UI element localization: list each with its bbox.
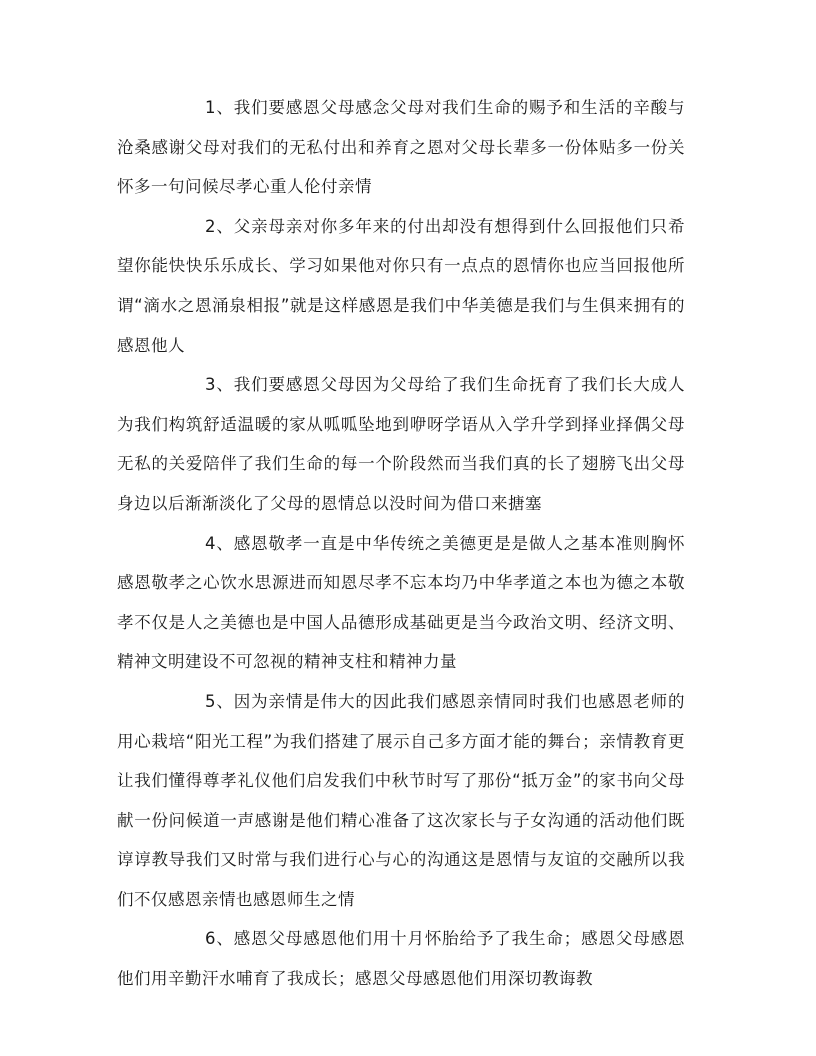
paragraph-6: 6、感恩父母感恩他们用十月怀胎给予了我生命；感恩父母感恩他们用辛勤汗水哺育了我成长；感恩父母感恩他们用深切教诲教	[117, 929, 685, 989]
paragraph-5: 5、因为亲情是伟大的因此我们感恩亲情同时我们也感恩老师的用心栽培“阳光工程”为我们搭建了展示自己多方面才能的舞台；亲情教育更让我们懂得尊孝礼仪他们启发我们中秋节时写了那份“抵万金”的家书向父母献一份问候道一声感谢是他们精心准备了这次家长与子女沟通的活动他们既谆谆教导我们又时常与我们进行心与心的沟通这是恩情与友谊的交融所以我们不仅感恩亲情也感恩师生之情	[117, 691, 685, 909]
paragraph-2: 2、父亲母亲对你多年来的付出却没有想得到什么回报他们只希望你能快快乐乐成长、学习如果他对你只有一点点的恩情你也应当回报他所谓“滴水之恩涌泉相报”就是这样感恩是我们中华美德是我们与生俱来拥有的感恩他人	[117, 216, 685, 355]
paragraph-3: 3、我们要感恩父母因为父母给了我们生命抚育了我们长大成人为我们构筑舒适温暖的家从呱呱坠地到咿呀学语从入学升学到择业择偶父母无私的关爱陪伴了我们生命的每一个阶段然而当我们真的长了翅膀飞出父母身边以后渐渐淡化了父母的恩情总以没时间为借口来搪塞	[117, 375, 685, 513]
paragraph-1: 1、我们要感恩父母感念父母对我们生命的赐予和生活的辛酸与沧桑感谢父母对我们的无私付出和养育之恩对父母长辈多一份体贴多一份关怀多一句问候尽孝心重人伦付亲情	[117, 98, 685, 197]
paragraph-4: 4、感恩敬孝一直是中华传统之美德更是是做人之基本准则胸怀感恩敬孝之心饮水思源进而知恩尽孝不忘本均乃中华孝道之本也为德之本敬孝不仅是人之美德也是中国人品德形成基础更是当今政治文明、经济文明、精神文明建设不可忽视的精神支柱和精神力量	[117, 533, 685, 672]
document-body	[117, 88, 685, 999]
